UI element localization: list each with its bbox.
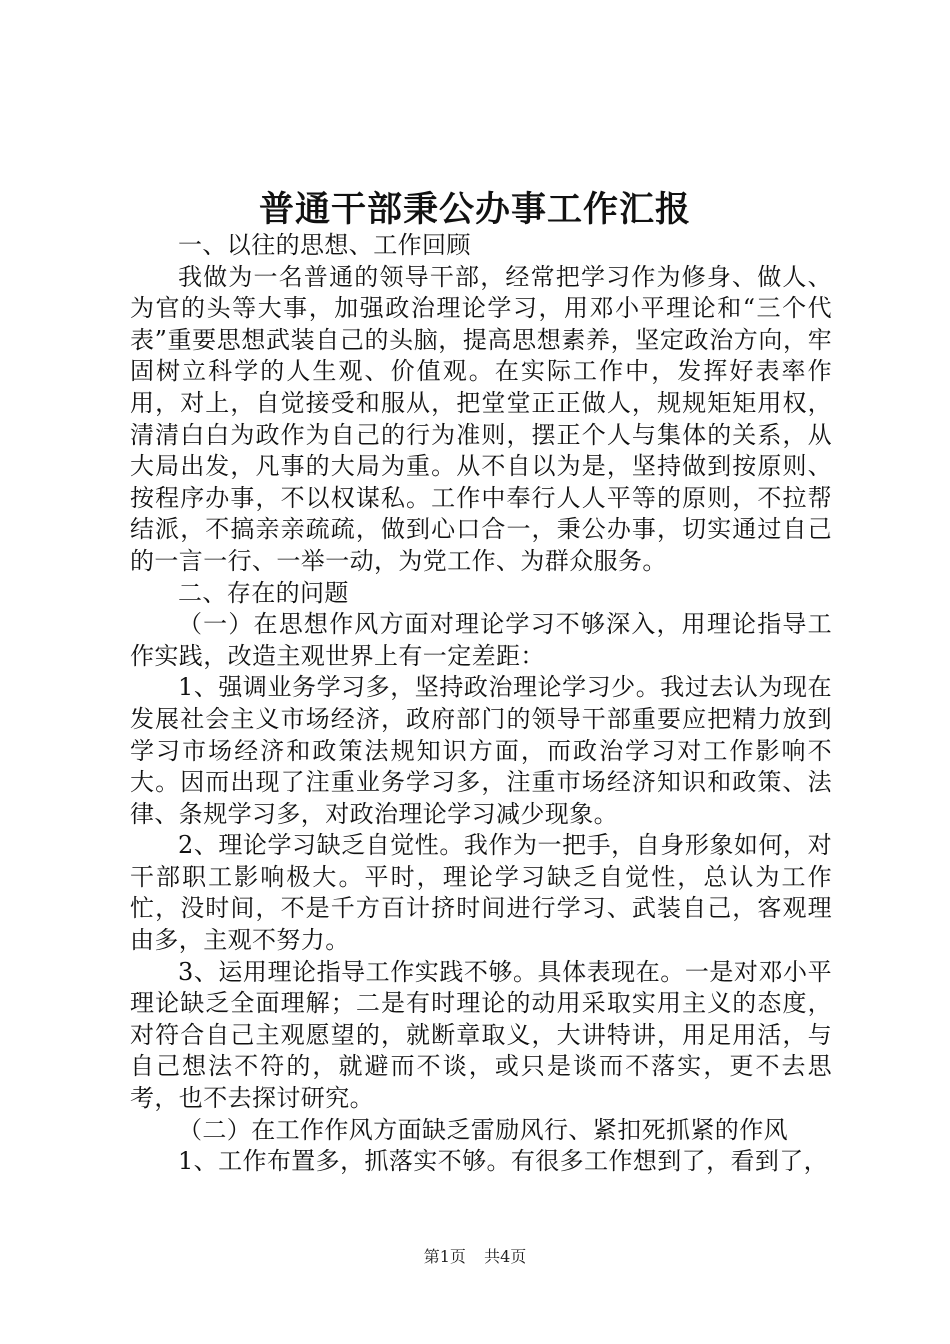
paragraph-review: 我做为一名普通的领导干部，经常把学习作为修身、做人、为官的头等大事，加强政治理论学习，用邓小平理论和“三个代表”重要思想武装自己的头脑，提高思想素养，坚定政治方向，牢固树立科学的人生观、价值观。在实际工作中，发挥好表率作用，对上，自觉接受和服从，把堂堂正正做人，规规矩矩用权，清清白白为政作为自己的行为准则，摆正个人与集体的关系，从大局出发，凡事的大局为重。从不自以为是，坚持做到按原则、按程序办事，不以权谋私。工作中奉行人人平等的原则，不拉帮结派，不搞亲亲疏疏，做到心口合一，秉公办事，切实通过自己的一言一行、一举一动，为党工作、为群众服务。 bbox=[130, 262, 832, 575]
section-heading-problems: 二、存在的问题 bbox=[178, 578, 349, 607]
paragraph-item-2: 2、理论学习缺乏自觉性。我作为一把手，自身形象如何，对干部职工影响极大。平时，理论学习缺乏自觉性，总认为工作忙，没时间，不是千方百计挤时间进行学习、武装自己，客观理由多，主观不努力。 bbox=[130, 831, 832, 955]
subsection-heading-work-style: （二）在工作作风方面缺乏雷励风行、紧扣死抓紧的作风 bbox=[178, 1115, 788, 1144]
page-number-current: 第1页 bbox=[423, 1247, 466, 1266]
paragraph-item-1: 1、强调业务学习多，坚持政治理论学习少。我过去认为现在发展社会主义市场经济，政府部门的领导干部重要应把精力放到学习市场经济和政策法规知识方面，而政治学习对工作影响不大。因而出现了注重业务学习多，注重市场经济知识和政策、法律、条规学习多，对政治理论学习减少现象。 bbox=[130, 673, 832, 828]
paragraph-work-item-1: 1、工作布置多，抓落实不够。有很多工作想到了，看到了， bbox=[178, 1147, 829, 1176]
document-body bbox=[130, 230, 832, 1178]
section-heading-review: 一、以往的思想、工作回顾 bbox=[178, 231, 471, 259]
paragraph-item-3: 3、运用理论指导工作实践不够。具体表现在。一是对邓小平理论缺乏全面理解；二是有时理论的动用采取实用主义的态度，对符合自己主观愿望的，就断章取义，大讲特讲，用足用活，与自己想法不符的，就避而不谈，或只是谈而不落实，更不去思考，也不去探讨研究。 bbox=[130, 957, 832, 1113]
page-footer bbox=[0, 1246, 950, 1268]
page-number-total: 共4页 bbox=[484, 1247, 527, 1266]
subsection-heading-thinking: （一）在思想作风方面对理论学习不够深入，用理论指导工作实践，改造主观世界上有一定差距： bbox=[130, 610, 832, 670]
document-title: 普通干部秉公办事工作汇报 bbox=[258, 189, 691, 230]
